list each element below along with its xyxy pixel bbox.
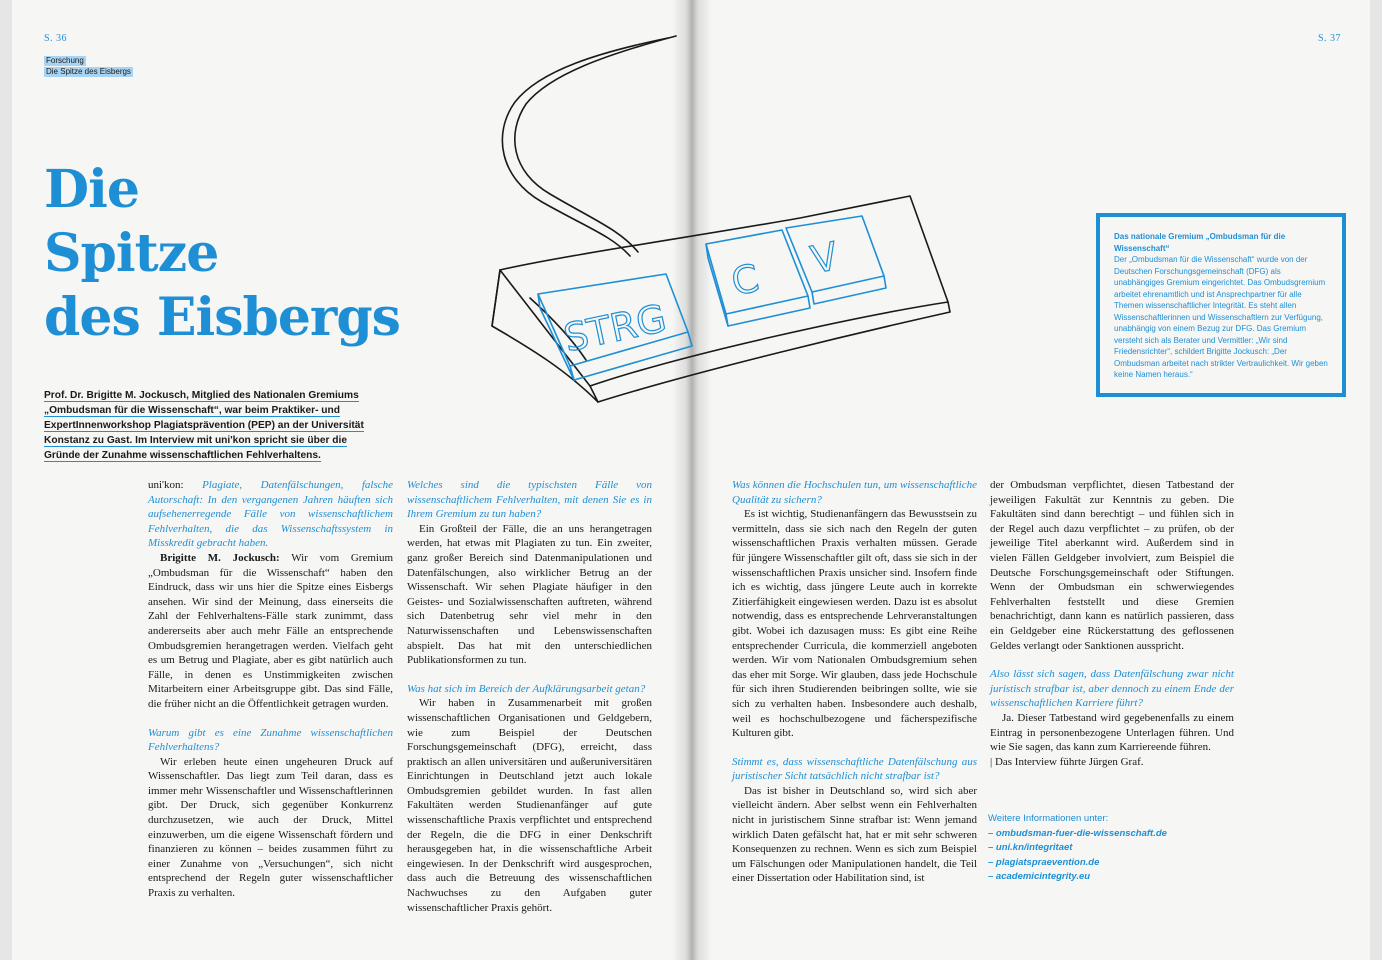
key-strg-label: STRG (559, 295, 671, 361)
link-uni-kn[interactable]: – uni.kn/integritaet (988, 842, 1073, 853)
page-title (44, 158, 400, 350)
question-2: Warum gibt es eine Zunahme wissenschaftlichen Fehlverhaltens? (148, 726, 393, 754)
answer-7: Ja. Dieser Tatbestand wird gegebenenfalls zu einem Eintrag in personenbezogene Unterlagen führen. Und wie Sie sagen, das kann zum Karriereende führen. (990, 711, 1234, 754)
answer-6: Das ist bisher in Deutschland so, wird sich aber vielleicht ändern. Aber selbst wenn ein Fehlverhalten nicht in juristischem Sinne strafbar ist: Wenn jemand wirklich Daten gefälscht hat, hat er mit sehr schweren Konsequenzen zu rechnen. Wenn es sich zum Beispiel um Fälschungen oder Manipulationen handelt, die Teil einer Dissertation oder Habilitation sind, ist (732, 784, 977, 885)
interview-credit: | Das Interview führte Jürgen Graf. (990, 755, 1144, 768)
answer-2: Wir erleben heute einen ungeheuren Druck auf Wissenschaftler. Das liegt zum Teil daran, dass es immer mehr Wissenschaftler und Wissenschaftlerinnen gibt. Der Druck, sich gegenüber Konkurrenz durchzusetzen, wie auch der Druck, Mittel einzuwerben, um die eigene Wissenschaft fördern und finanzieren zu können – beides zusammen führt zu einer Zunahme von „Versuchungen“, sich nicht entsprechend der Regeln guter wissenschaftlicher Praxis zu verhalten. (148, 755, 393, 900)
question-7: Also lässt sich sagen, dass Datenfälschung zwar nicht juristisch strafbar ist, aber dennoch zu einem Ende der wissenschaftlichen Karriere führt? (990, 668, 1234, 710)
column-2 (407, 478, 652, 915)
title-line-2: Spitze (44, 223, 219, 284)
info-box-body: Der „Ombudsman für die Wissenschaft“ wurde von der Deutschen Forschungsgemeinschaft (DFG) als unabhängiges Gremium eingerichtet. Das Ombudsgremium arbeitet ehrenamtlich und ist Ansprechpartner für alle Themen wissenschaftlicher Integrität. Es steht allen Wissenschaftlerinnen und Wissenschaftlern zur Verfügung, unabhängig von einem Bezug zur DFG. Das Gremium versteht sich als Berater und Vermittler: „Wir sind Friedensrichter“, schildert Brigitte Jockusch: „Der Ombudsman arbeitet nach strikter Vertraulichkeit. Wir geben keine Namen heraus.“ (1114, 255, 1328, 379)
section-subtitle: Die Spitze des Eisbergs (46, 67, 131, 76)
keyboard-top (500, 196, 948, 386)
further-info (988, 812, 1208, 885)
info-box-heading: Das nationale Gremium „Ombudsman für die Wissenschaft“ (1114, 232, 1286, 253)
answer-5: Es ist wichtig, Studienanfängern das Bewusstsein zu vermitteln, dass sie sich nach den Regeln der guten wissenschaftlichen Praxis verhalten müssen. Gerade für jüngere Wissenschaftler gilt oft, dass sie sich in der wissenschaftlichen Praxis unsicher sind. Insofern finde ich es wichtig, dass jüngere Leute auch in korrekte Zitierfähigkeit eingewiesen werden. Dazu ist es absolut notwendig, dass es entsprechende Lehrveranstaltungen gibt. Wobei ich dazusagen muss: Es gibt eine Reihe entsprechender Curricula, die kommerziell angeboten werden. Wir vom Nationalen Ombudsgremium sehen das eher mit Sorge. Wir glauben, dass jede Hochschule für sich ihren Studierenden beibringen sollte, wie sie sich zu verhalten haben. Insbesondere auch deshalb, weil es hochschulbezogene und fächerspezifische Kulturen gibt. (732, 508, 977, 740)
answer-4: Wir haben in Zusammenarbeit mit großen wissenschaftlichen Organisationen und Geldgebern, wie zum Beispiel der Deutschen Forschungsgemeinschaft (DFG), erreicht, dass praktisch an allen universitären und außeruniversitären Einrichtungen in Deutschland jetzt auch lokale Ombudsgremien gebildet wurden. In fast allen Fakultäten werden Studienanfänger auf gute wissenschaftliche Praxis verpflichtet und entsprechend der Regeln, die die DFG in einer Denkschrift herausgegeben hat, in die wissenschaftliche Arbeit eingewiesen. In der Denkschrift wird ausgesprochen, dass auch die Betreuung des wissenschaftlichen Nachwuchses zu den Aufgaben guter wissenschaftlicher Praxis gehört. (407, 697, 652, 914)
question-3: Welches sind die typischsten Fälle von wissenschaftlichem Fehlverhalten, mit denen Sie es in Ihrem Gremium zu tun haben? (407, 479, 652, 521)
cable (502, 38, 668, 256)
link-academicintegrity[interactable]: – academicintegrity.eu (988, 871, 1091, 882)
page-number-left: S. 36 (44, 33, 68, 44)
question-6: Stimmt es, dass wissenschaftliche Datenfälschung aus juristischer Sicht tatsächlich nicht strafbar ist? (732, 755, 977, 783)
title-line-1: Die (44, 159, 139, 220)
keyboard-illustration (470, 30, 970, 410)
column-3 (732, 478, 977, 886)
title-line-3: des Eisbergs (44, 287, 400, 348)
breadcrumb (44, 56, 133, 78)
page-number-right: S. 37 (1318, 33, 1342, 44)
link-plagiatspraevention[interactable]: – plagiatspraevention.de (988, 856, 1100, 868)
answer-1: Brigitte M. Jockusch: Wir vom Gremium „Ombudsman für die Wissenschaft“ haben den Eindruck, dass wir uns hier die Spitze eines Eisbergs ansehen. Wir sind der Meinung, dass einerseits die Zahl der Fehlverhaltens-Fälle stark zunimmt, dass andererseits aber auch mehr Fälle an entsprechende Ombudsgremien herangetragen werden. Vielfach geht es um Betrug und Plagiate, aber es gibt natürlich auch Fälle, in denen es Unstimmigkeiten zwischen Mitarbeitern einer Arbeitsgruppe gibt. Das sind Fälle, die früher nicht an die Öffentlichkeit getragen wurden. (148, 551, 393, 710)
question-1: uni'kon: Plagiate, Datenfälschungen, falsche Autorschaft: In den vergangenen Jahren häuften sich aufsehenerregende Fälle von wissenschaftlichem Fehlverhalten, die das Wissenschaftssystem in Misskredit gebracht haben. (148, 479, 393, 550)
key-c-label: C (727, 255, 763, 305)
further-info-heading: Weitere Informationen unter: (988, 813, 1109, 824)
answer-6-cont: der Ombudsman verpflichtet, diesen Tatbestand der jeweiligen Fakultät zur Kenntnis zu geben. Die Fakultäten sind dann berechtigt – und fühlen sich in der Regel auch dazu verpflichtet – zu prüfen, ob der jeweilige Titel aberkannt wird. Außerdem sind in vielen Fällen Geldgeber involviert, zum Beispiel die Deutsche Forschungsgemeinschaft oder Stiftungen. Wenn der Ombudsman ein schwerwiegendes Fehlverhalten feststellt und diese Gremien benachrichtigt, dann kann es natürlich passieren, dass ein Geldgeber eine Rückerstattung des geflossenen Geldes verlangt oder Sanktionen ausspricht. (990, 479, 1234, 652)
key-v-label: V (807, 233, 842, 283)
section-label: Forschung (46, 56, 84, 65)
info-box (1096, 213, 1346, 397)
lead-paragraph: Prof. Dr. Brigitte M. Jockusch, Mitglied des Nationalen Gremiums „Ombudsman für die Wissenschaft“, war beim Praktiker- und ExpertInnenworkshop Plagiatsprävention (PEP) an der Universität Konstanz zu Gast. Im Interview mit uni'kon spricht sie über die Gründe der Zunahme wissenschaftlichen Fehlverhaltens. (44, 390, 364, 461)
answer-3: Ein Großteil der Fälle, die an uns herangetragen werden, hat etwas mit Plagiaten zu tun. Ein zweiter, ganz großer Bereich sind Datenmanipulationen und Datenfälschungen, also wirklicher Betrug an der Wissenschaft. Wir sehen Plagiate häufiger in den Geistes- und Sozialwissenschaften auftreten, während sich Datenbetrug sehr viel mehr in den Naturwissenschaften und Lebenswissenschaften abspielt. Das hat mit den unterschiedlichen Publikationsformen zu tun. (407, 522, 652, 667)
question-4: Was hat sich im Bereich der Aufklärungsarbeit getan? (407, 682, 646, 695)
column-1 (148, 478, 393, 901)
question-5: Was können die Hochschulen tun, um wissenschaftliche Qualität zu sichern? (732, 479, 977, 506)
link-ombudsman[interactable]: – ombudsman-fuer-die-wissenschaft.de (988, 827, 1167, 839)
column-4 (990, 478, 1234, 769)
